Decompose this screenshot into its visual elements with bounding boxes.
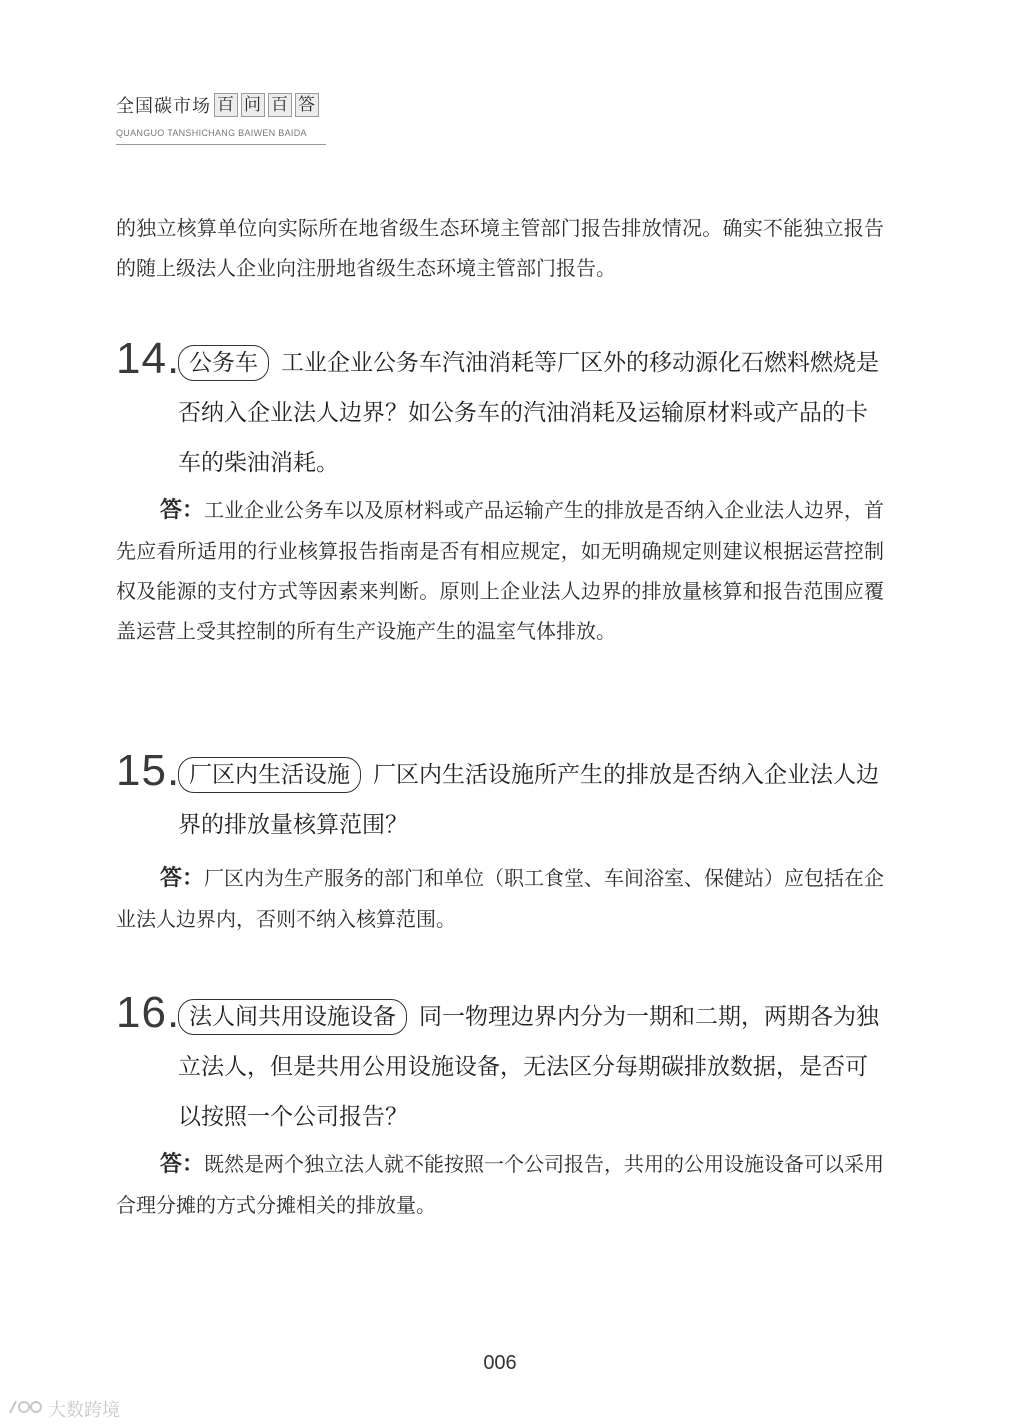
question-number: 16. bbox=[116, 988, 181, 1037]
question-text: 同一物理边界内分为一期和二期，两期各为独立法人，但是共用公用设施设备，无法区分每期碳排放数据，是否可以按照一个公司报告？ bbox=[178, 1004, 879, 1130]
question-tag: 法人间共用设施设备 bbox=[178, 999, 407, 1035]
question-tag: 厂区内生活设施 bbox=[178, 757, 361, 793]
question-text-block bbox=[178, 750, 884, 850]
question-text-block bbox=[178, 338, 884, 488]
question-number: 14. bbox=[116, 334, 181, 383]
question-tag: 公务车 bbox=[178, 345, 269, 381]
answer-15 bbox=[116, 858, 884, 939]
watermark-logo-icon bbox=[8, 1397, 44, 1422]
header-boxed-char: 答 bbox=[295, 93, 319, 117]
answer-label: 答： bbox=[160, 1152, 205, 1177]
question-number: 15. bbox=[116, 746, 181, 795]
page-number: 006 bbox=[483, 1352, 517, 1374]
answer-text: 厂区内为生产服务的部门和单位（职工食堂、车间浴室、保健站）应包括在企业法人边界内，否则不纳入核算范围。 bbox=[116, 866, 885, 931]
header-title-text: 全国碳市场 bbox=[116, 96, 211, 117]
header-subtitle: QUANGUO TANSHICHANG BAIWEN BAIDA bbox=[116, 128, 307, 138]
watermark-text: 大数跨境 bbox=[48, 1400, 120, 1421]
question-text: 厂区内生活设施所产生的排放是否纳入企业法人边界的排放量核算范围？ bbox=[178, 762, 879, 838]
answer-label: 答： bbox=[160, 866, 205, 891]
answer-14 bbox=[116, 490, 884, 651]
answer-label: 答： bbox=[160, 498, 205, 523]
answer-text: 既然是两个独立法人就不能按照一个公司报告，共用的公用设施设备可以采用合理分摊的方式分摊相关的排放量。 bbox=[116, 1152, 885, 1217]
header-boxed-char: 百 bbox=[214, 93, 238, 117]
question-text: 工业企业公务车汽油消耗等厂区外的移动源化石燃料燃烧是否纳入企业法人边界？如公务车的汽油消耗及运输原材料或产品的卡车的柴油消耗。 bbox=[178, 350, 879, 476]
answer-16 bbox=[116, 1144, 884, 1225]
watermark bbox=[8, 1396, 120, 1422]
header-boxed-char: 百 bbox=[268, 93, 292, 117]
page-header bbox=[116, 92, 319, 138]
intro-paragraph: 的独立核算单位向实际所在地省级生态环境主管部门报告排放情况。确实不能独立报告的随上级法人企业向注册地省级生态环境主管部门报告。 bbox=[116, 216, 884, 280]
header-divider bbox=[116, 144, 326, 145]
question-text-block bbox=[178, 992, 884, 1142]
answer-text: 工业企业公务车以及原材料或产品运输产生的排放是否纳入企业法人边界，首先应看所适用的行业核算报告指南是否有相应规定，如无明确规定则建议根据运营控制权及能源的支付方式等因素来判断。原则上企业法人边界的排放量核算和报告范围应覆盖运营上受其控制的所有生产设施产生的温室气体排放。 bbox=[116, 498, 885, 643]
header-title bbox=[116, 92, 319, 118]
header-boxed-char: 问 bbox=[241, 93, 265, 117]
